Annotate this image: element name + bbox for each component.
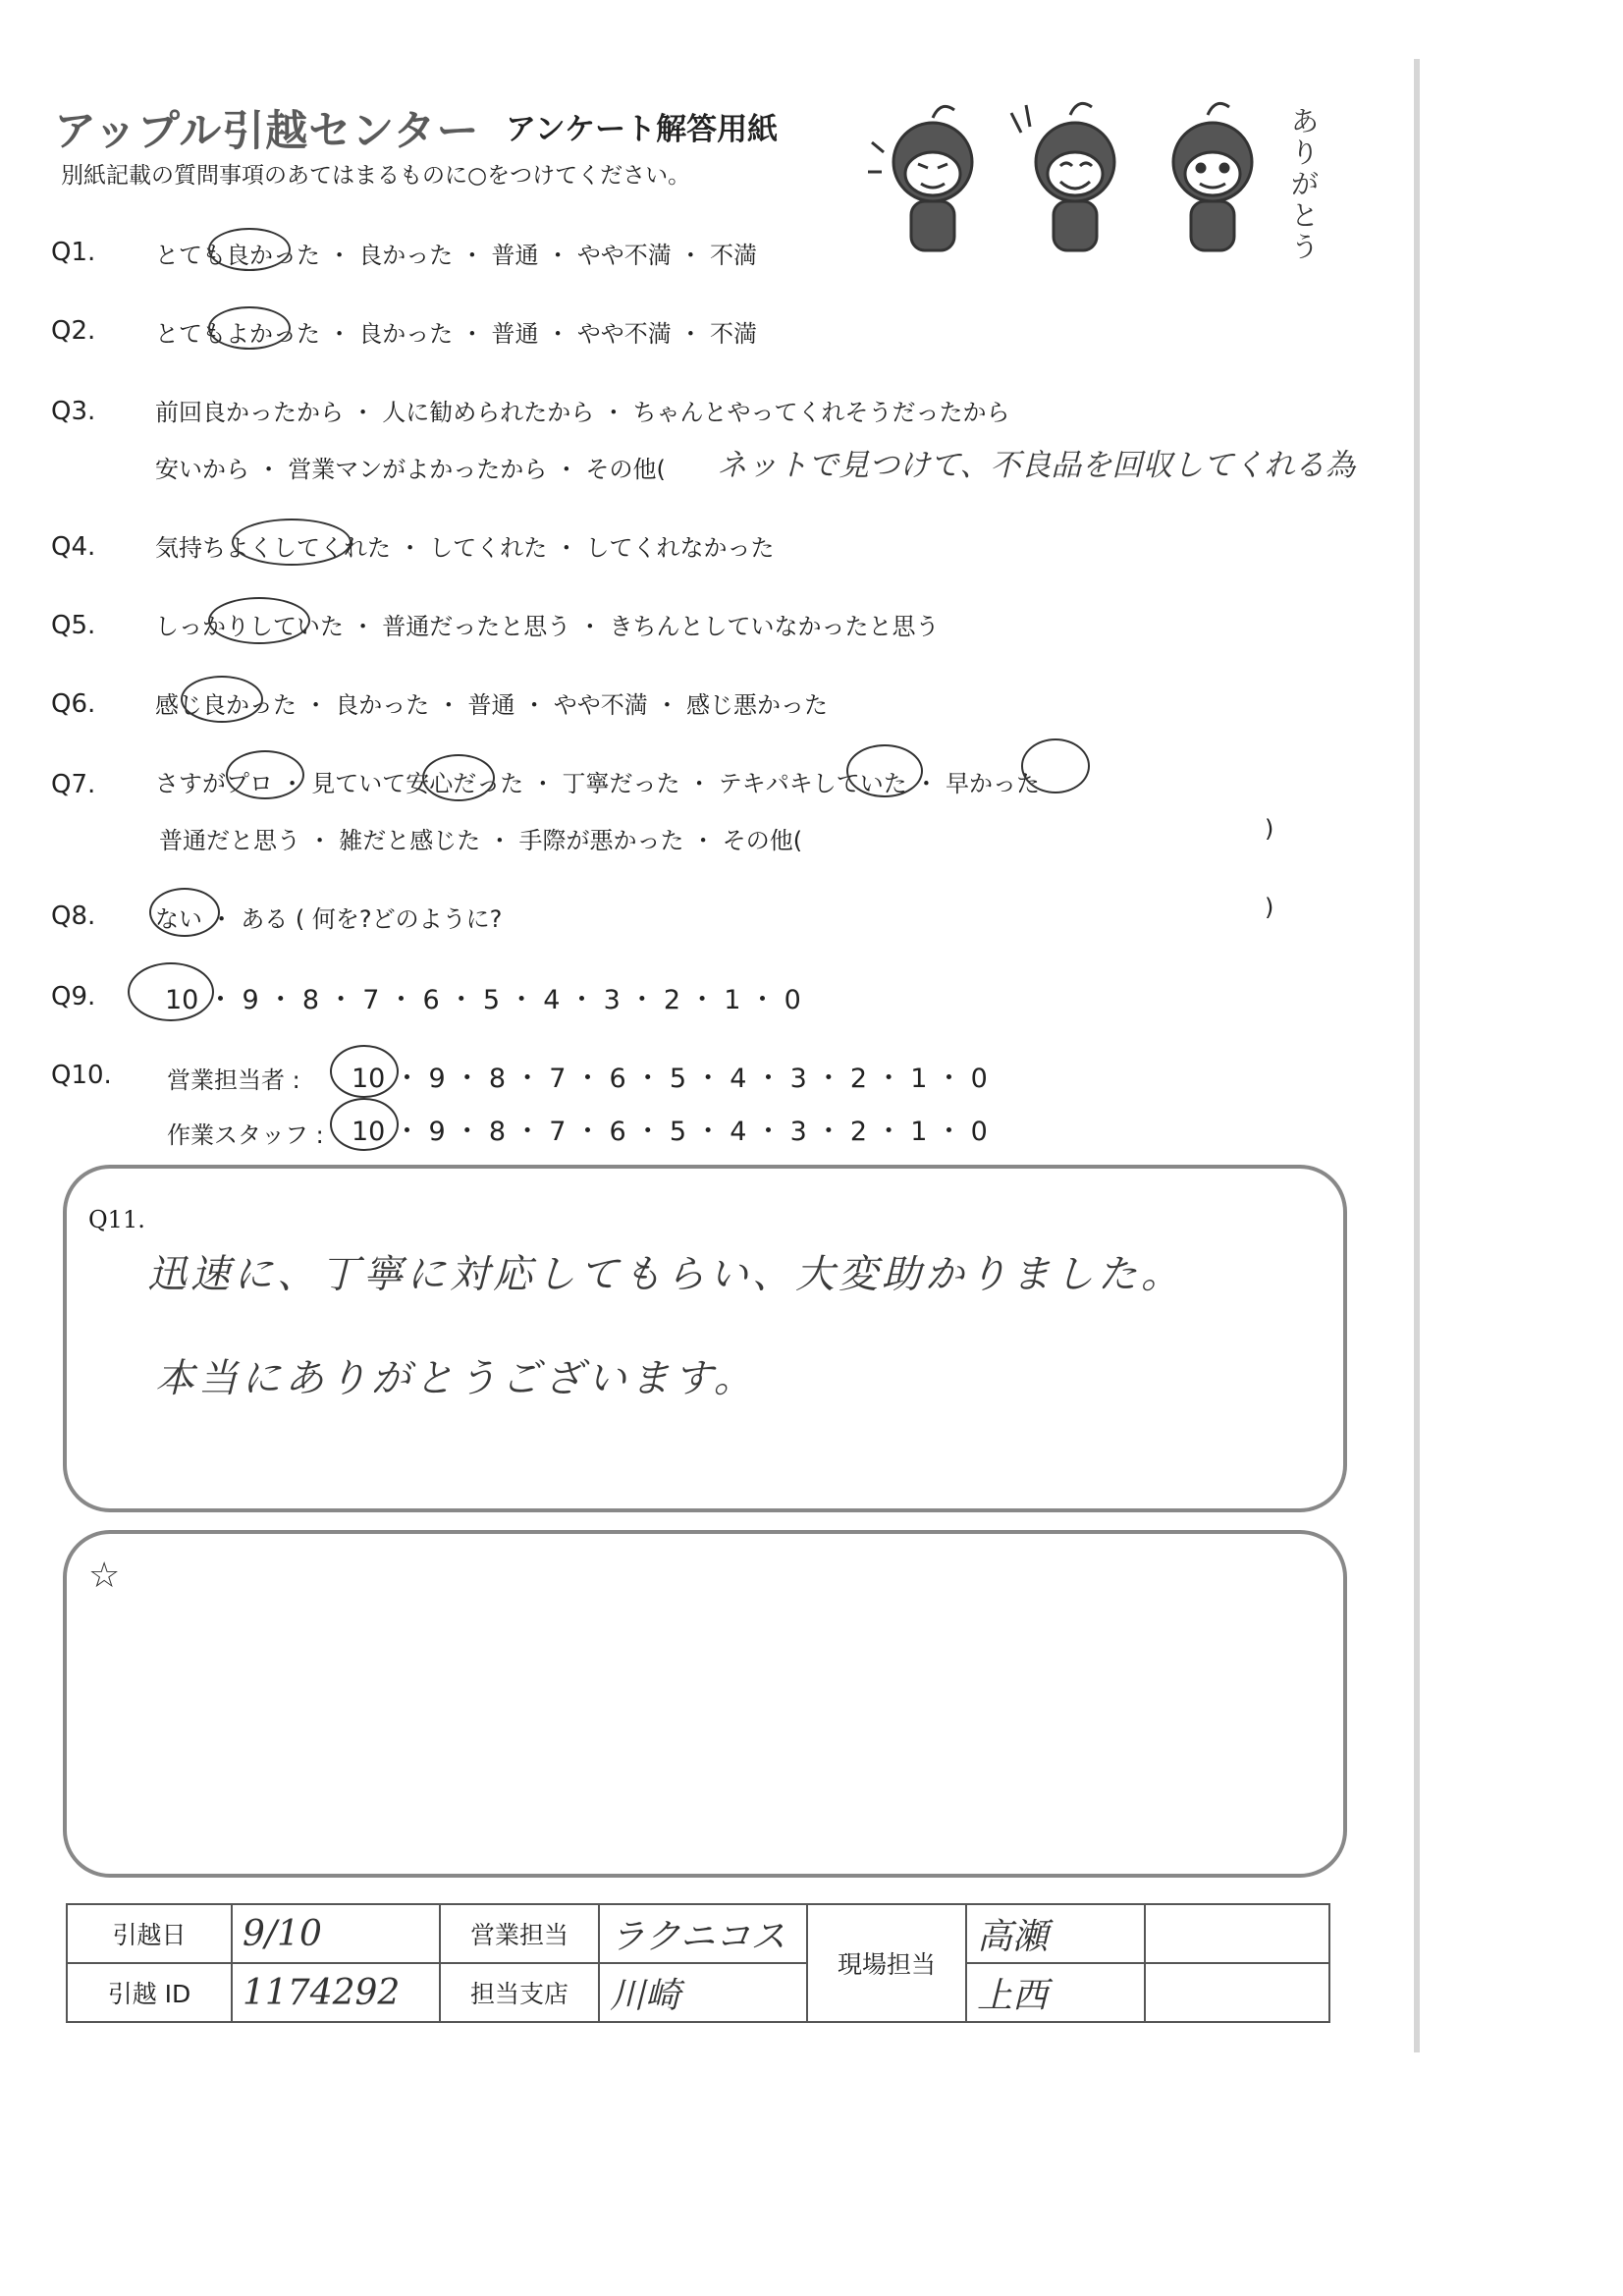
q8-answer-circle (149, 888, 220, 937)
q7-circle-anshin (422, 754, 495, 801)
site-staff-extra-1[interactable] (1145, 1904, 1329, 1963)
site-staff-value-1[interactable]: 高瀬 (966, 1904, 1145, 1963)
q10-staff-scale[interactable]: 10 ・ 9 ・ 8 ・ 7 ・ 6 ・ 5 ・ 4 ・ 3 ・ 2 ・ 1 ・ 0 (352, 1117, 988, 1147)
q7-label: Q7. (51, 770, 96, 799)
site-staff-extra-2[interactable] (1145, 1963, 1329, 2022)
q7-circle-hayakatta (1021, 738, 1090, 793)
q7-circle-pro (226, 750, 304, 799)
q8-close-paren: ) (1265, 894, 1274, 921)
q6-options[interactable]: 感じ良かった ・ 良かった ・ 普通 ・ やや不満 ・ 感じ悪かった (155, 691, 829, 719)
q10-staff-label: 作業スタッフ : (167, 1121, 324, 1149)
star-icon: ☆ (88, 1556, 121, 1596)
q1-options[interactable]: とても良かった ・ 良かった ・ 普通 ・ やや不満 ・ 不満 (155, 242, 758, 269)
q10-label: Q10. (51, 1061, 112, 1090)
q2-label: Q2. (51, 316, 96, 346)
q9-label: Q9. (51, 982, 96, 1011)
q9-answer-circle (128, 962, 214, 1021)
q7-options-line1[interactable]: さすがプロ ・ 見ていて安心だった ・ 丁寧だった ・ テキパキしていた ・ 早かった (155, 770, 1041, 797)
branch-label: 担当支店 (440, 1963, 599, 2022)
site-staff-label: 現場担当 (807, 1904, 966, 2022)
q4-label: Q4. (51, 532, 96, 562)
q3-options-line1[interactable]: 前回良かったから ・ 人に勧められたから ・ ちゃんとやってくれそうだったから (155, 399, 1010, 426)
move-id-value[interactable]: 1174292 (232, 1963, 440, 2022)
move-id-label: 引越 ID (67, 1963, 232, 2022)
thanks-vertical-text: ありがとう (1291, 105, 1320, 263)
q10-sales-label: 営業担当者 : (167, 1066, 300, 1094)
q10-staff-circle (330, 1098, 399, 1151)
q6-answer-circle (181, 676, 263, 723)
page-edge-shadow (1414, 59, 1420, 2052)
q3-other-handwritten: ネットで見つけて、不良品を回収してくれる為 (717, 448, 1356, 483)
star-notes-box[interactable] (63, 1530, 1347, 1878)
q5-options[interactable]: しっかりしていた ・ 普通だったと思う ・ きちんとしていなかったと思う (155, 613, 940, 640)
q2-options[interactable]: とてもよかった ・ 良かった ・ 普通 ・ やや不満 ・ 不満 (155, 320, 758, 348)
q3-options-line2[interactable]: 安いから ・ 営業マンがよかったから ・ その他( (155, 456, 666, 483)
q11-label: Q11. (88, 1206, 145, 1233)
q4-answer-circle (232, 519, 352, 566)
mascot-illustration (864, 93, 1276, 280)
q11-comment-box[interactable] (63, 1165, 1347, 1512)
q11-comment-line2: 本当にありがとうございます。 (155, 1356, 757, 1401)
site-staff-value-2[interactable]: 上西 (966, 1963, 1145, 2022)
q6-label: Q6. (51, 689, 96, 719)
form-instruction: 別紙記載の質問事項のあてはまるものに○をつけてください。 (61, 163, 691, 189)
q5-label: Q5. (51, 611, 96, 640)
q11-comment-line1: 迅速に、丁寧に対応してもらい、大変助かりました。 (147, 1252, 1184, 1297)
monkey-mascots-icon (864, 93, 1276, 280)
q1-answer-circle (208, 228, 291, 271)
q2-answer-circle (208, 306, 291, 350)
q8-label: Q8. (51, 902, 96, 931)
q4-options[interactable]: 気持ちよくしてくれた ・ してくれた ・ してくれなかった (155, 534, 775, 562)
branch-value[interactable]: 川崎 (599, 1963, 807, 2022)
q9-scale[interactable]: 10 ・ 9 ・ 8 ・ 7 ・ 6 ・ 5 ・ 4 ・ 3 ・ 2 ・ 1 ・ 0 (165, 985, 801, 1015)
sales-staff-value[interactable]: ラクニコス (599, 1904, 807, 1963)
q8-options[interactable]: ない ・ ある ( 何を?どのように? (155, 905, 503, 933)
q7-options-line2[interactable]: 普通だと思う ・ 雑だと感じた ・ 手際が悪かった ・ その他( (159, 827, 803, 854)
brand-title: アップル引越センター (54, 107, 480, 156)
q10-sales-scale[interactable]: 10 ・ 9 ・ 8 ・ 7 ・ 6 ・ 5 ・ 4 ・ 3 ・ 2 ・ 1 ・ 0 (352, 1064, 988, 1094)
move-date-label: 引越日 (67, 1904, 232, 1963)
q10-sales-circle (330, 1045, 399, 1098)
move-info-table (66, 1903, 1330, 2023)
q3-label: Q3. (51, 397, 96, 426)
form-subtitle: アンケート解答用紙 (506, 112, 779, 147)
q1-label: Q1. (51, 238, 96, 267)
q5-answer-circle (208, 597, 310, 644)
sales-staff-label: 営業担当 (440, 1904, 599, 1963)
q7-circle-tekipaki (846, 744, 923, 797)
move-date-value[interactable]: 9/10 (232, 1904, 440, 1963)
q7-close-paren: ) (1265, 815, 1274, 843)
